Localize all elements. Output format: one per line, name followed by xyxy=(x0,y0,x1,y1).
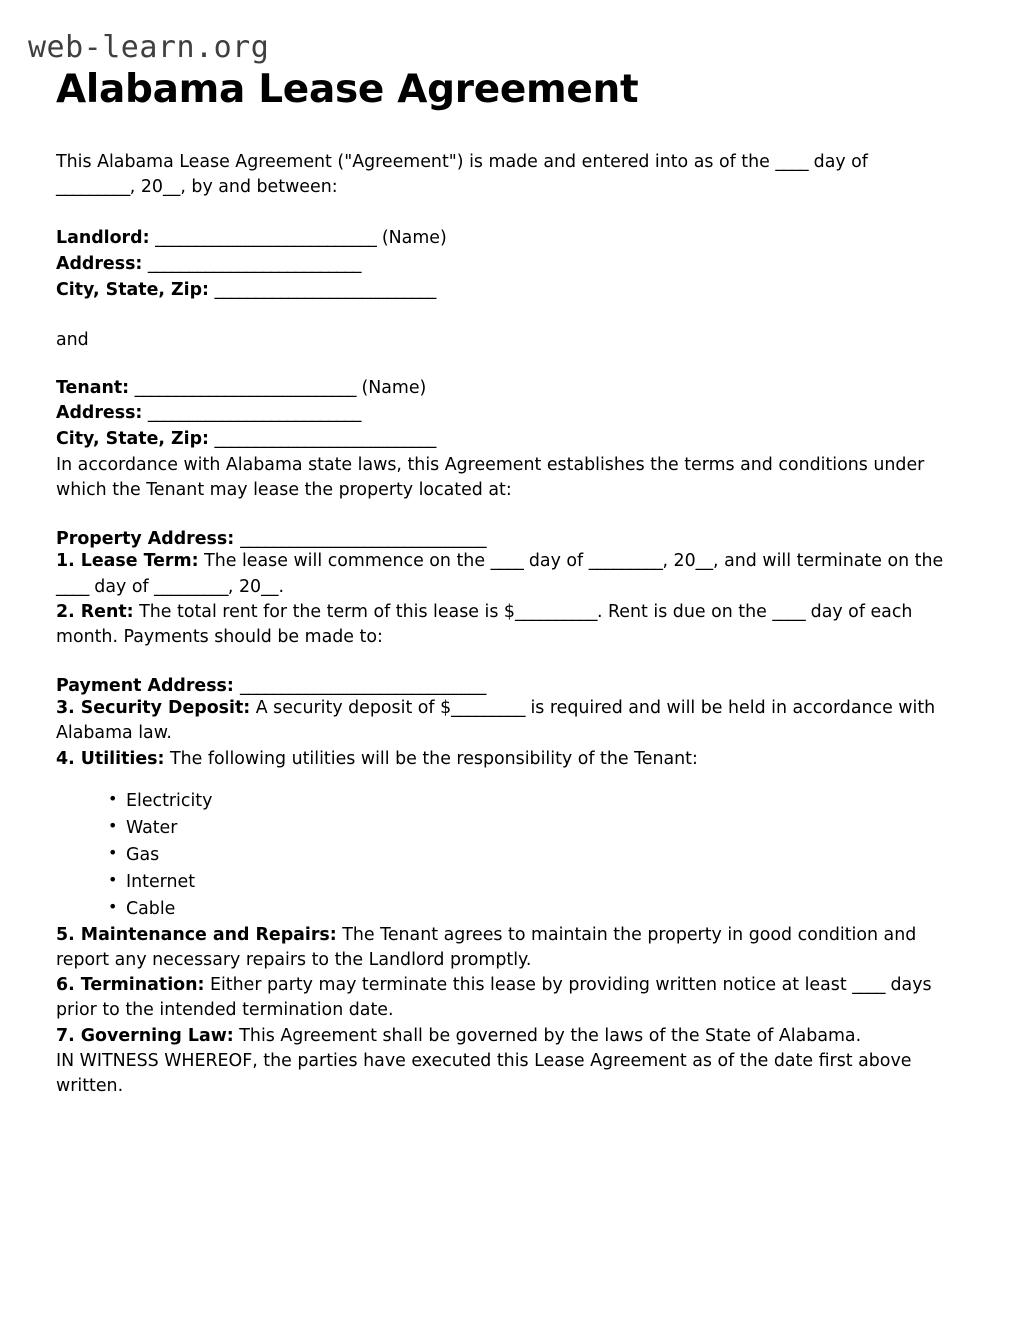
intro-year-blank: 20__ xyxy=(140,177,181,198)
rent-t1: The total rent for the term of this lease is $ xyxy=(133,601,515,622)
rent-b1: __________ xyxy=(515,601,597,622)
lease-term-t7: . xyxy=(278,576,285,597)
section-security-deposit xyxy=(56,696,946,746)
document-body xyxy=(0,150,1025,1160)
section-lease-term-label: 1. Lease Term: xyxy=(56,551,199,572)
landlord-name-blank: ___________________________ xyxy=(155,228,377,249)
tenant-address-label: Address: xyxy=(56,403,143,424)
tenant-name-note: (Name) xyxy=(361,377,427,398)
witness-paragraph: IN WITNESS WHEREOF, the parties have executed this Lease Agreement as of the date first above written. xyxy=(56,1050,912,1097)
landlord-name-row xyxy=(56,226,969,252)
payment-address-label: Payment Address: xyxy=(56,676,234,697)
list-item: • Electricity xyxy=(108,788,969,815)
intro-paragraph xyxy=(56,150,946,200)
rent-t2: . Rent is due on the xyxy=(596,601,773,622)
payment-address-blank: ______________________________ xyxy=(239,676,486,697)
lease-term-y2: 20__ xyxy=(238,576,279,597)
lease-term-t4: , and will terminate on the xyxy=(713,551,944,572)
conjunction-and: and xyxy=(56,329,89,350)
section-termination xyxy=(56,973,946,1023)
landlord-city-row xyxy=(56,278,969,304)
section-security-deposit-label: 3. Security Deposit: xyxy=(56,698,251,719)
tenant-address-row xyxy=(56,401,969,427)
list-item: • Cable xyxy=(108,896,969,923)
section-maintenance-label: 5. Maintenance and Repairs: xyxy=(56,924,337,945)
intro-month-blank: _________ xyxy=(56,177,130,198)
accordance-paragraph: In accordance with Alabama state laws, this Agreement establishes the terms and conditions under which the Tenant may lease the property located at: xyxy=(56,454,925,501)
utilities-t1: The following utilities will be the responsibility of the Tenant: xyxy=(164,748,698,769)
section-maintenance xyxy=(56,923,946,973)
landlord-city-blank: ___________________________ xyxy=(214,279,436,300)
page-title: Alabama Lease Agreement xyxy=(56,67,639,112)
tenant-city-label: City, State, Zip: xyxy=(56,429,209,450)
intro-text-3: , xyxy=(129,177,141,198)
section-rent-label: 2. Rent: xyxy=(56,601,134,622)
section-utilities xyxy=(56,747,946,772)
lease-term-b3: ____ xyxy=(56,576,89,597)
intro-day-blank: ____ xyxy=(775,151,809,172)
section-governing-law xyxy=(56,1024,946,1049)
governing-law-t1: This Agreement shall be governed by the laws of the State of Alabama. xyxy=(233,1025,862,1046)
tenant-name-blank: ___________________________ xyxy=(134,377,356,398)
tenant-city-blank: ___________________________ xyxy=(214,429,436,450)
property-address-row xyxy=(56,529,969,549)
lease-term-b2: _________ xyxy=(588,551,663,572)
landlord-address-row xyxy=(56,252,969,278)
security-deposit-t1: A security deposit of $ xyxy=(250,698,452,719)
landlord-name-note: (Name) xyxy=(381,228,447,249)
site-logo: web-learn.org xyxy=(28,30,270,65)
lease-term-b1: ____ xyxy=(490,551,524,572)
landlord-name-label: Landlord: xyxy=(56,228,150,249)
utilities-list xyxy=(56,788,969,923)
list-item: • Gas xyxy=(108,842,969,869)
landlord-block xyxy=(56,226,969,303)
payment-address-row xyxy=(56,676,969,696)
lease-term-t1: The lease will commence on the xyxy=(198,551,491,572)
property-address-blank: ______________________________ xyxy=(240,529,487,550)
lease-term-t5: day of xyxy=(88,576,155,597)
termination-t2: days prior to the intended termination date. xyxy=(56,975,932,1021)
tenant-name-row xyxy=(56,376,969,402)
list-item: • Internet xyxy=(108,869,969,896)
rent-b2: ____ xyxy=(772,601,806,622)
landlord-city-label: City, State, Zip: xyxy=(56,279,209,300)
security-deposit-b1: _________ xyxy=(451,698,525,719)
tenant-city-row xyxy=(56,427,969,453)
landlord-address-label: Address: xyxy=(56,254,143,275)
list-item: • Water xyxy=(108,815,969,842)
section-rent xyxy=(56,600,946,650)
intro-text-1: This Alabama Lease Agreement ("Agreement") is made and entered into as of the xyxy=(56,151,776,172)
termination-t1: Either party may terminate this lease by providing written notice at least xyxy=(204,975,853,996)
tenant-address-blank: __________________________ xyxy=(147,403,361,424)
section-lease-term xyxy=(56,549,946,599)
intro-text-4: , by and between: xyxy=(180,177,338,198)
lease-term-t3: , xyxy=(662,551,674,572)
lease-term-y1: 20__ xyxy=(673,551,714,572)
security-deposit-t2: is required and will be held in accordance with Alabama law. xyxy=(56,698,936,744)
property-address-label: Property Address: xyxy=(56,529,235,550)
intro-text-2: day of xyxy=(808,151,868,172)
rent-t3: day of each month. Payments should be made to: xyxy=(56,601,913,647)
maintenance-t1: The Tenant agrees to maintain the property in good condition and report any necessary repairs to the Landlord promptly. xyxy=(56,924,917,970)
section-governing-law-label: 7. Governing Law: xyxy=(56,1025,234,1046)
tenant-block xyxy=(56,376,969,453)
landlord-address-blank: __________________________ xyxy=(147,254,361,275)
lease-term-t6: , xyxy=(227,576,239,597)
tenant-name-label: Tenant: xyxy=(56,377,130,398)
termination-b1: ____ xyxy=(852,975,885,996)
lease-term-t2: day of xyxy=(523,551,589,572)
lease-term-b4: _________ xyxy=(154,576,228,597)
section-utilities-label: 4. Utilities: xyxy=(56,748,165,769)
section-termination-label: 6. Termination: xyxy=(56,975,205,996)
